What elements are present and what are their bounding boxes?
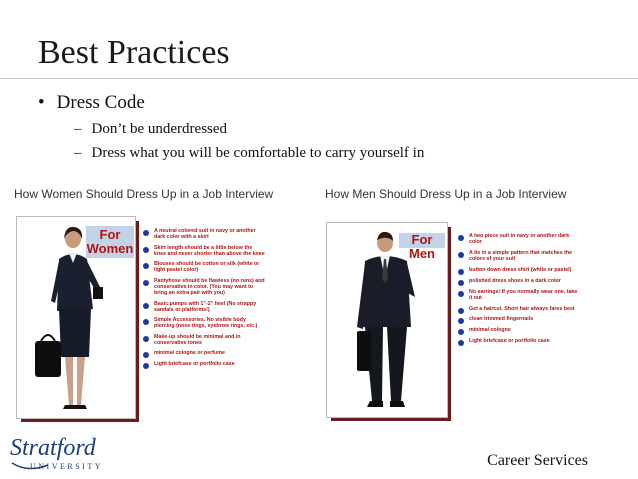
women-tip-item: Blouses should be cotton or silk (white or light pastel color) [143,261,265,273]
men-label: For Men [409,232,435,261]
men-tip-item: button down dress shirt (white or pastel) [458,267,582,273]
women-tips-list [143,228,265,371]
stratford-logo [8,433,108,478]
bullet-dress-code [38,92,145,114]
woman-legs [65,357,85,405]
men-tip-item: Get a haircut. Short hair always fares best [458,306,582,312]
woman-skirt [59,309,91,357]
women-label-line1: For [99,227,121,242]
logo-name: Stratford [10,435,96,461]
men-tip-item: minimal cologne [458,327,582,333]
women-tip-item: Basic pumps with 1"-2" heel (No strappy sandals or platforms!) [143,301,265,313]
women-tip-item: minimal cologne or perfume [143,350,265,356]
men-tip-item: No earrings! If you normally wear one, take it out [458,289,582,301]
women-tip-item: Simple Accessories. No visible body piercing (nose rings, eyebrow rings, etc.) [143,317,265,329]
men-tips-list [458,233,582,349]
women-tip-item: A neutral colored suit in navy or another dark color with a skirt [143,228,265,240]
women-label-line2: Women [86,241,134,256]
man-shoes [367,401,405,407]
women-label-box [86,226,134,258]
dash: – [74,121,82,137]
dash: – [74,145,82,161]
slide-title: Best Practices [38,34,230,71]
man-trousers [365,327,407,401]
woman-clutch [93,287,103,299]
men-tip-item: A two piece suit in navy or another dark color [458,233,582,245]
men-tip-item: clean trimmed fingernails [458,316,582,322]
woman-briefcase [35,341,61,377]
bullet-text: Dress Code [56,92,145,113]
footer-career-services: Career Services [487,452,588,469]
man-briefcase [357,331,371,371]
subbullet-2 [74,145,424,162]
women-tip-item: Make-up should be minimal and in conservative tones [143,334,265,346]
men-panel-heading: How Men Should Dress Up in a Job Interview [325,187,567,201]
women-tip-item: Pantyhose should be flawless (no runs) and conservative in color. (You may want to bring an extra pair with you) [143,278,265,297]
women-tip-item: Light briefcase or portfolio case [143,361,265,367]
title-divider [0,78,638,79]
woman-bag-handle [41,335,55,341]
men-tip-item: Light briefcase or portfolio case [458,338,582,344]
subbullet-text: Don’t be underdressed [91,121,228,137]
men-tip-item: polished dress shoes in a dark color [458,278,582,284]
subbullet-text: Dress what you will be comfortable to carry yourself in [91,145,425,161]
women-tip-item: Skirt length should be a little below the knee and never shorter than above the knee [143,245,265,257]
woman-shoes [63,405,87,409]
men-label-box [399,232,445,261]
subbullet-1 [74,121,227,138]
men-tip-item: A tie in a simple pattern that matches the colors of your suit [458,250,582,262]
logo-subtext: UNIVERSITY [30,462,103,471]
women-panel-heading: How Women Should Dress Up in a Job Interview [14,187,274,201]
bullet-dot: • [38,92,45,113]
